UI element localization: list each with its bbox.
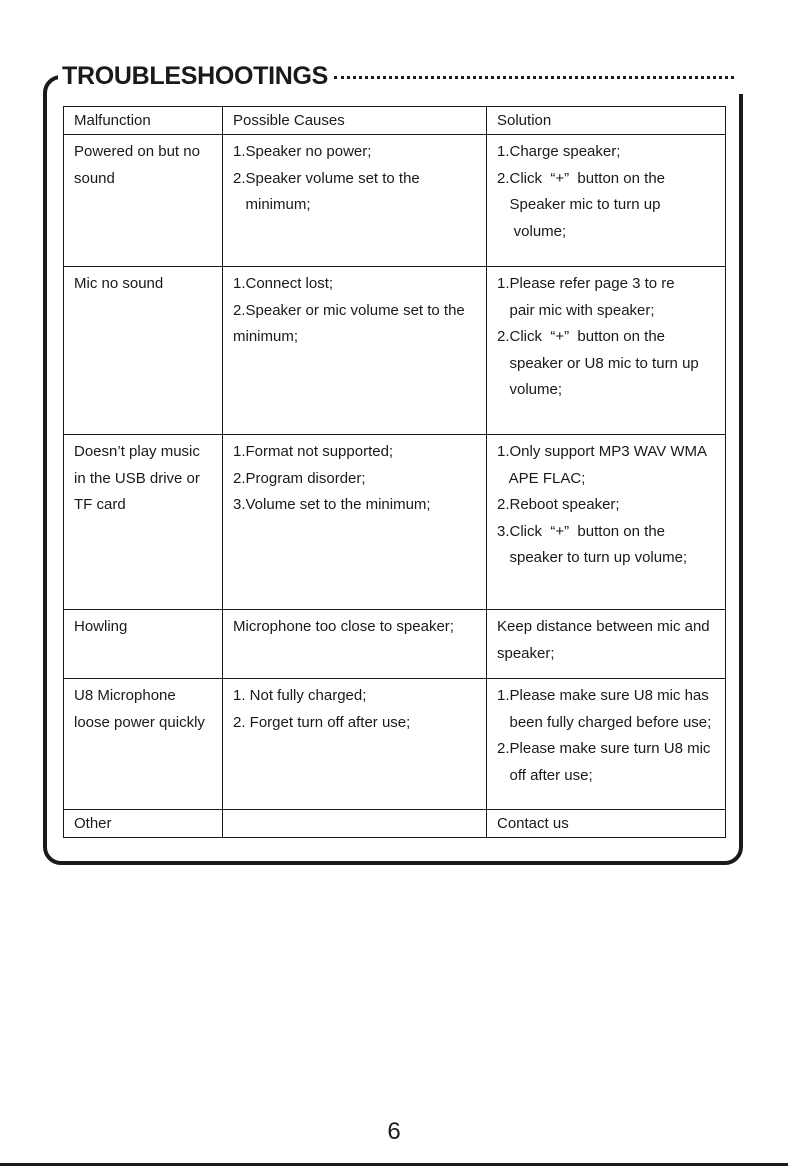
- cell-line: 1. Not fully charged;: [233, 687, 367, 704]
- header-malfunction: Malfunction: [64, 107, 223, 135]
- solution-cell: [487, 135, 726, 267]
- cell-line: 1.Charge speaker;: [497, 143, 621, 160]
- cell-line: 1.Connect lost;: [233, 275, 334, 292]
- cell-line: 2.Reboot speaker;: [497, 496, 620, 513]
- cell-line: sound: [74, 169, 115, 187]
- cell-line: volume;: [497, 222, 567, 240]
- cell-line: 1.Please make sure U8 mic has: [497, 687, 709, 704]
- cell-line: 2.Click “+” button on the: [497, 169, 666, 187]
- cell-line: APE FLAC;: [497, 469, 586, 487]
- solution-cell: [487, 610, 726, 679]
- cell-line: Howling: [74, 618, 128, 635]
- cell-line: 1.Only support MP3 WAV WMA: [497, 443, 708, 460]
- cell-line: 2.Please make sure turn U8 mic: [497, 740, 711, 757]
- cell-line: Doesn’t play music: [74, 443, 200, 460]
- solution-cell: [487, 435, 726, 610]
- cell-line: been fully charged before use;: [497, 713, 712, 731]
- cell-line: 2.Speaker or mic volume set to the: [233, 301, 465, 319]
- cell-line: 2.Click “+” button on the: [497, 328, 666, 345]
- malfunction-cell: [64, 810, 223, 838]
- causes-cell: [223, 810, 487, 838]
- cell-line: Other: [74, 815, 112, 832]
- cell-line: 3.Click “+” button on the: [497, 522, 666, 540]
- cell-line: in the USB drive or: [74, 469, 200, 487]
- page-number: 6: [387, 1118, 401, 1145]
- cell-line: minimum;: [233, 196, 311, 213]
- causes-cell: [223, 679, 487, 810]
- cell-line: TF card: [74, 496, 126, 513]
- table-row: [64, 435, 726, 610]
- title-dotted-rule: [334, 76, 734, 79]
- cell-line: Speaker mic to turn up: [497, 196, 661, 213]
- table-row: [64, 267, 726, 435]
- solution-cell: [487, 267, 726, 435]
- table-row: [64, 810, 726, 838]
- table-row: [64, 135, 726, 267]
- malfunction-cell: [64, 435, 223, 610]
- cell-line: speaker or U8 mic to turn up: [497, 354, 699, 372]
- cell-line: speaker;: [497, 644, 555, 662]
- cell-line: Microphone too close to speaker;: [233, 618, 454, 635]
- causes-cell: [223, 610, 487, 679]
- cell-line: speaker to turn up volume;: [497, 549, 688, 566]
- header-solution: Solution: [487, 107, 726, 135]
- table-row: [64, 679, 726, 810]
- cell-line: 2.Speaker volume set to the: [233, 169, 420, 187]
- table-header-row: [64, 107, 726, 135]
- cell-line: 1.Please refer page 3 to re: [497, 275, 675, 292]
- cell-line: Mic no sound: [74, 275, 164, 292]
- solution-cell: [487, 810, 726, 838]
- malfunction-cell: [64, 610, 223, 679]
- cell-line: 1.Speaker no power;: [233, 143, 372, 160]
- cell-line: Keep distance between mic and: [497, 618, 710, 635]
- causes-cell: [223, 435, 487, 610]
- cell-line: 3.Volume set to the minimum;: [233, 496, 431, 513]
- troubleshooting-table: [63, 106, 726, 838]
- cell-line: minimum;: [233, 328, 299, 345]
- causes-cell: [223, 135, 487, 267]
- cell-line: loose power quickly: [74, 713, 205, 731]
- malfunction-cell: [64, 135, 223, 267]
- table-row: [64, 610, 726, 679]
- cell-line: U8 Microphone: [74, 687, 176, 704]
- section-header: [58, 58, 748, 94]
- cell-line: pair mic with speaker;: [497, 301, 655, 319]
- causes-cell: [223, 267, 487, 435]
- cell-line: 1.Format not supported;: [233, 443, 394, 460]
- header-possible-causes: Possible Causes: [223, 107, 487, 135]
- malfunction-cell: [64, 267, 223, 435]
- malfunction-cell: [64, 679, 223, 810]
- cell-line: 2.Program disorder;: [233, 469, 366, 487]
- cell-line: volume;: [497, 381, 563, 398]
- section-title: TROUBLESHOOTINGS: [62, 61, 329, 90]
- cell-line: Powered on but no: [74, 143, 200, 160]
- cell-line: 2. Forget turn off after use;: [233, 713, 411, 731]
- cell-line: Contact us: [497, 815, 569, 832]
- solution-cell: [487, 679, 726, 810]
- cell-line: off after use;: [497, 766, 593, 784]
